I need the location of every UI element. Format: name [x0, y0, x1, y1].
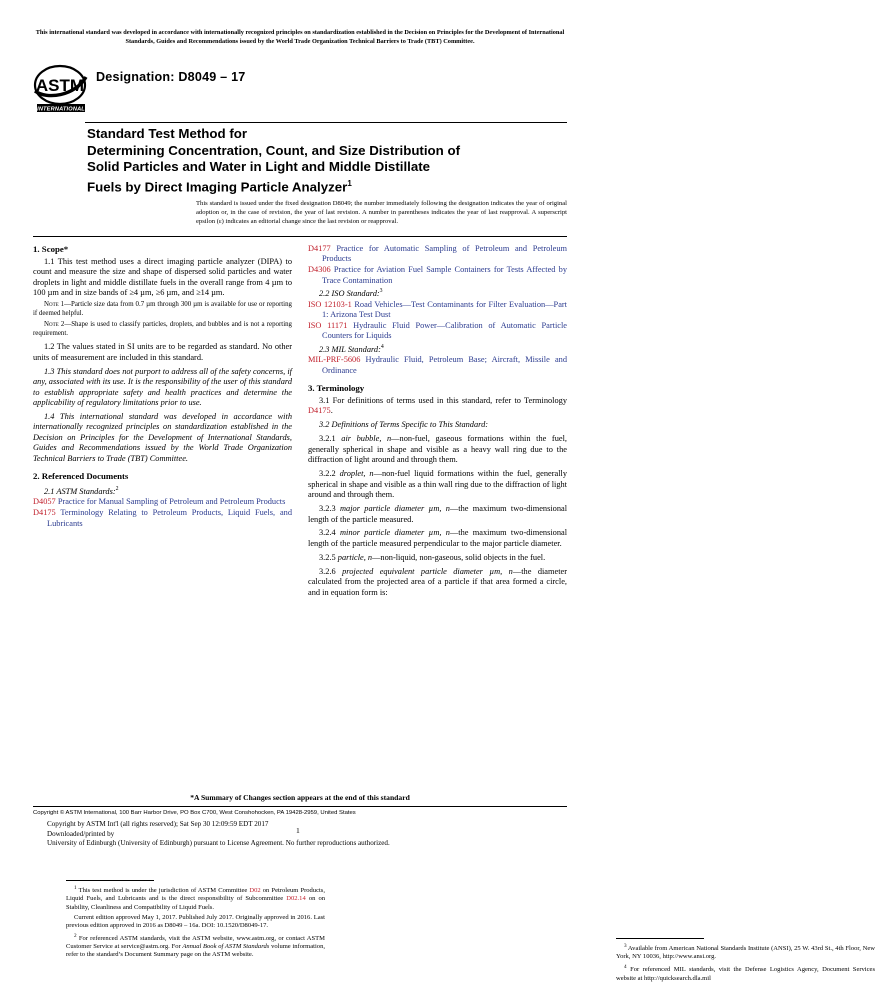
definition-number: 3.2.2	[319, 469, 336, 479]
footnote-divider	[616, 938, 704, 939]
reference-item[interactable]	[33, 508, 292, 529]
reference-code[interactable]: MIL-PRF-5606	[308, 355, 361, 365]
paragraph-3-2: 3.2 Definitions of Terms Specific to This Standard:	[319, 420, 489, 430]
definition-text: —the diameter calculated from the projected area of a particle if that area formed a circle, and in equation form is:	[308, 566, 567, 597]
download-line-3: University of Edinburgh (University of Edinburgh) pursuant to License Agreement. No further reproductions authorized.	[47, 839, 390, 848]
reference-item[interactable]	[308, 355, 567, 376]
summary-of-changes-note: *A Summary of Changes section appears at the end of this standard	[190, 793, 410, 802]
footnote-1	[66, 884, 325, 912]
section-heading-scope: 1. Scope*	[33, 244, 69, 254]
astm-standards-footnote-marker: 2	[115, 486, 119, 493]
footnote-1-part-a: This test method is under the jurisdiction of ASTM Committee	[76, 887, 250, 895]
left-footnotes	[66, 874, 325, 960]
subcommittee-code[interactable]: D02.14	[286, 895, 306, 903]
mil-standard-label	[308, 342, 567, 355]
svg-text:INTERNATIONAL: INTERNATIONAL	[37, 106, 85, 113]
designation-label: Designation: D8049 – 17	[96, 70, 246, 84]
download-line-1: Copyright by ASTM Int'l (all rights reserved); Sat Sep 30 12:09:59 EDT 2017	[47, 820, 269, 828]
paragraph-1-4: 1.4 This international standard was developed in accordance with internationally recognized principles on standardization established in the Decision on Principles for the Development of International Standards, Guides and Recommendations issued by the World Trade Organization Technical Barriers to Trade (TBT) Committee.	[33, 411, 292, 463]
definition-text: —non-fuel liquid formations within the fuel, generally spherical in shape and visible as a thin wall ring due to the diffraction of light around and through them.	[308, 469, 567, 500]
reference-code[interactable]: D4306	[308, 265, 331, 275]
footnote-3-text: Available from American National Standards Institute (ANSI), 25 W. 43rd St., 4th Floor, New York, NY 10036, http://www.ansi.org.	[616, 945, 875, 961]
paragraph-1-1: 1.1 This test method uses a direct imaging particle analyzer (DIPA) to count and measure the size and shape of dispersed solid particles and water droplets in light and middle distillate fuels in the overall range from 4 µm to 100 µm and in size bands of ≥4 µm, ≥6 µm, and ≥14 µm.	[33, 257, 292, 298]
mil-standard-footnote-marker: 4	[380, 343, 384, 350]
definition-number: 3.2.5	[319, 552, 336, 562]
note-1	[33, 301, 292, 318]
iso-standard-label-text: 2.2 ISO Standard:	[319, 289, 380, 299]
title-line-4: Fuels by Direct Imaging Particle Analyzer	[87, 179, 348, 195]
note-2-text: —Shape is used to classify particles, droplets, and bubbles and is not a reporting requirement.	[33, 321, 292, 337]
reference-item[interactable]	[308, 300, 567, 321]
footnote-3-marker: 3	[624, 943, 627, 949]
page-title	[87, 126, 567, 196]
title-line-2: Determining Concentration, Count, and Size Distribution of	[87, 142, 461, 158]
definition-3-2-1	[308, 434, 567, 465]
footnote-4-marker: 4	[624, 964, 627, 971]
note-2	[33, 321, 292, 338]
reference-title[interactable]: Hydraulic Fluid Power—Calibration of Automatic Particle Counters for Liquids	[322, 320, 567, 341]
definition-term: major particle diameter µm, n	[340, 504, 450, 514]
footnote-2-part-a: For referenced ASTM standards, visit the ASTM website, www.astm.org, or contact ASTM Customer Service at service@astm.org. For	[66, 934, 325, 951]
footnote-1-edition: Current edition approved May 1, 2017. Published July 2017. Originally approved in 2016. Last previous edition approved in 2016 as D8049 – 16a. DOI: 10.1520/D8049-17.	[66, 913, 325, 929]
footnote-2	[66, 932, 325, 960]
issue-statement: This standard is issued under the fixed designation D8049; the number immediately following the designation indicates the year of original adoption or, in the case of revision, the year of last revision. A number in parentheses indicates the year of last reapproval. A superscript epsilon (ε) indicates an editorial change since the last revision or reapproval.	[196, 200, 567, 225]
document-header	[33, 64, 567, 118]
footnote-4-text: For referenced MIL standards, visit the Defense Logistics Agency, Document Services website at http://quicksearch.dla.mil	[616, 966, 875, 982]
reference-title[interactable]: Road Vehicles—Test Contaminants for Filter Evaluation—Part 1: Arizona Test Dust	[322, 299, 567, 319]
definition-number: 3.2.1	[319, 434, 336, 444]
paragraph-1-2: 1.2 The values stated in SI units are to be regarded as standard. No other units of measurement are included in this standard.	[33, 342, 292, 362]
footnote-2-part-b: volume information, refer to the standard’s Document Summary page on the ASTM website.	[66, 943, 325, 959]
reference-title[interactable]: Hydraulic Fluid, Petroleum Base; Aircraft, Missile and Ordinance	[322, 355, 567, 375]
note-1-text: —Particle size data from 0.7 µm through 300 µm is available for use or reporting if deemed helpful.	[33, 301, 292, 317]
footnote-1-marker: 1	[74, 885, 77, 891]
paragraph-3-1-pre: 3.1 For definitions of terms used in this standard, refer to Terminology	[319, 396, 567, 405]
reference-item[interactable]	[308, 244, 567, 265]
section-heading-referenced-documents: 2. Referenced Documents	[33, 471, 129, 482]
reference-title[interactable]: Practice for Automatic Sampling of Petroleum and Petroleum Products	[322, 244, 567, 264]
reference-title[interactable]: Terminology Relating to Petroleum Products, Liquid Fuels, and Lubricants	[47, 508, 293, 528]
mil-standard-label-text: 2.3 MIL Standard:	[319, 344, 381, 354]
copyright-notice: Copyright © ASTM International, 100 Barr Harbor Drive, PO Box C700, West Conshohocken, PA 19428-2959, United States	[33, 810, 356, 816]
definition-number: 3.2.4	[319, 528, 336, 538]
paragraph-3-1-post: .	[330, 406, 333, 416]
right-column	[308, 244, 875, 982]
svg-text:ASTM: ASTM	[35, 76, 85, 95]
footnote-1-part-c: on on Stability, Cleanliness and Compatibility of Liquid Fuels.	[66, 895, 325, 911]
astm-standards-label	[33, 484, 292, 497]
issue-divider	[33, 236, 567, 237]
iso-standard-footnote-marker: 3	[379, 288, 383, 295]
paragraph-1-3: 1.3 This standard does not purport to address all of the safety concerns, if any, associated with its use. It is the responsibility of the user of this standard to establish appropriate safety and health practices and determine the applicability of regulatory limitations prior to use.	[33, 366, 292, 407]
definition-number: 3.2.6	[319, 566, 336, 576]
definition-3-2-3	[308, 504, 567, 525]
astm-logo	[33, 64, 89, 114]
title-line-3: Solid Particles and Water in Light and Middle Distillate	[87, 159, 431, 175]
reference-code[interactable]: D4175	[33, 508, 56, 518]
definition-3-2-6	[308, 567, 567, 598]
definition-3-2-5	[308, 553, 567, 563]
astm-standards-label-text: 2.1 ASTM Standards:	[44, 486, 116, 496]
reference-title[interactable]: Practice for Aviation Fuel Sample Containers for Tests Affected by Trace Contamination	[322, 265, 567, 285]
definition-text: —non-fuel, gaseous formations within the fuel, generally spherical in shape and visible as a heavy wall ring due to the diffraction of light around and through them.	[308, 434, 567, 465]
note-2-label: Note 2	[44, 321, 65, 328]
definition-term: droplet, n	[339, 469, 374, 479]
definition-3-2-4	[308, 528, 567, 549]
header-divider	[85, 122, 567, 123]
definition-text: —the maximum two-dimensional length of the particle measured.	[308, 504, 568, 524]
note-1-label: Note 1	[44, 301, 65, 309]
annual-book-title: Annual Book of ASTM Standards	[182, 943, 270, 951]
title-line-1: Standard Test Method for	[87, 126, 248, 141]
reference-code[interactable]: D4177	[308, 244, 331, 253]
definition-term: particle, n	[337, 552, 373, 562]
reference-item[interactable]	[308, 265, 567, 286]
iso-standard-label	[308, 286, 567, 299]
section-heading-terminology: 3. Terminology	[308, 383, 365, 393]
definition-text: —non-liquid, non-gaseous, solid objects in the fuel.	[372, 552, 546, 562]
reference-code[interactable]: ISO 11171	[308, 320, 348, 330]
footnote-1-part-b: on Petroleum Products, Liquid Fuels, and Lubricants and is the direct responsibility of Subcommittee	[66, 887, 325, 903]
footer-divider	[33, 806, 567, 807]
reference-code[interactable]: D4057	[33, 497, 56, 507]
reference-code[interactable]: ISO 12103-1	[308, 299, 352, 309]
definition-3-2-2	[308, 469, 567, 500]
definition-term: air bubble, n	[341, 434, 392, 444]
terminology-reference-link[interactable]: D4175	[308, 406, 331, 416]
definition-term: projected equivalent particle diameter µm, n	[342, 566, 513, 576]
definition-text: —the maximum two-dimensional length of the particle measured perpendicular to the major particle diameter.	[308, 528, 568, 548]
reference-title[interactable]: Practice for Manual Sampling of Petroleum and Petroleum Products	[57, 497, 286, 507]
footnote-4	[616, 963, 875, 983]
title-footnote-marker: 1	[347, 178, 352, 188]
page-number: 1	[296, 826, 300, 835]
paragraph-3-1	[308, 396, 567, 417]
footnote-divider	[66, 880, 154, 881]
committee-code[interactable]: D02	[249, 887, 261, 895]
footnote-3	[616, 942, 875, 962]
definition-number: 3.2.3	[319, 504, 336, 514]
footnote-2-marker: 2	[74, 932, 77, 939]
wto-banner: This international standard was developed in accordance with internationally recognized principles on standardization established in the Decision on Principles for the Development of International Standards, Guides and Recommendations issued by the World Trade Organization Technical Barriers to Trade (TBT) Committee.	[35, 29, 565, 46]
reference-item[interactable]	[33, 497, 292, 507]
definition-term: minor particle diameter µm, n	[340, 528, 450, 538]
right-footnotes	[616, 932, 875, 983]
reference-item[interactable]	[308, 321, 567, 342]
download-line-2: Downloaded/printed by	[47, 829, 115, 838]
